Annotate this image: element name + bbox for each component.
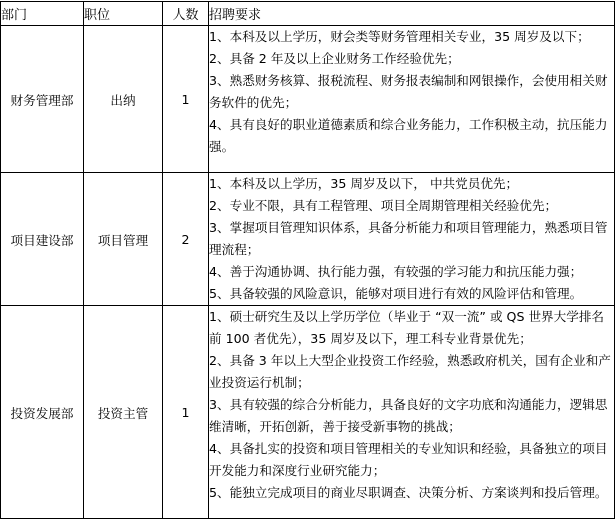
table-row [1, 306, 615, 519]
department-cell: 项目建设部 [1, 173, 84, 306]
table-row [1, 26, 615, 173]
position-cell: 投资主管 [84, 306, 163, 519]
requirement-item: 4、善于沟通协调、执行能力强，有较强的学习能力和抗压能力强； [209, 264, 583, 279]
requirement-item: 2、专业不限，具有工程管理、项目全周期管理相关经验优先； [209, 198, 558, 213]
requirement-item: 2、具备 2 年及以上企业财务工作经验优先； [209, 51, 460, 66]
requirement-item: 1、硕士研究生及以上学历学位（毕业于 “双一流” 或 QS 世界大学排名前 100 者优先），35 周岁及以下，理工科专业背景优先； [209, 309, 605, 346]
department-cell: 财务管理部 [1, 26, 84, 173]
header-position: 职位 [84, 2, 163, 26]
header-requirements: 招聘要求 [209, 2, 615, 26]
requirement-item: 3、具有较强的综合分析能力，具备良好的文字功底和沟通能力，逻辑思维清晰，开拓创新，善于接受新事物的挑战； [209, 397, 608, 434]
requirements-cell [209, 306, 615, 519]
requirement-item: 1、本科及以上学历，35 周岁及以下， 中共党员优先； [209, 176, 519, 191]
header-row [1, 2, 615, 26]
requirements-cell [209, 173, 615, 306]
table-row [1, 173, 615, 306]
requirement-item: 4、具有良好的职业道德素质和综合业务能力，工作积极主动，抗压能力强。 [209, 117, 608, 154]
requirement-item: 1、本科及以上学历，财会类等财务管理相关专业，35 周岁及以下； [209, 29, 590, 44]
position-cell: 项目管理 [84, 173, 163, 306]
requirements-cell [209, 26, 615, 173]
position-cell: 出纳 [84, 26, 163, 173]
requirement-item: 4、具备扎实的投资和项目管理相关的专业知识和经验，具备独立的项目开发能力和深度行业研究能力； [209, 441, 608, 478]
header-department: 部门 [1, 2, 84, 26]
count-cell: 1 [163, 26, 209, 173]
requirement-item: 2、具备 3 年以上大型企业投资工作经验，熟悉政府机关，国有企业和产业投资运行机制； [209, 353, 611, 390]
requirement-item: 5、具备较强的风险意识，能够对项目进行有效的风险评估和管理。 [209, 286, 583, 301]
requirement-item: 3、掌握项目管理知识体系，具备分析能力和项目管理能力，熟悉项目管理流程； [209, 220, 608, 257]
department-cell: 投资发展部 [1, 306, 84, 519]
header-count: 人数 [163, 2, 209, 26]
requirement-item: 3、熟悉财务核算、报税流程、财务报表编制和网银操作，会使用相关财务软件的优先； [209, 73, 608, 110]
requirement-item: 5、能独立完成项目的商业尽职调查、决策分析、方案谈判和投后管理。 [209, 485, 608, 500]
recruitment-table [0, 1, 615, 519]
count-cell: 2 [163, 173, 209, 306]
count-cell: 1 [163, 306, 209, 519]
